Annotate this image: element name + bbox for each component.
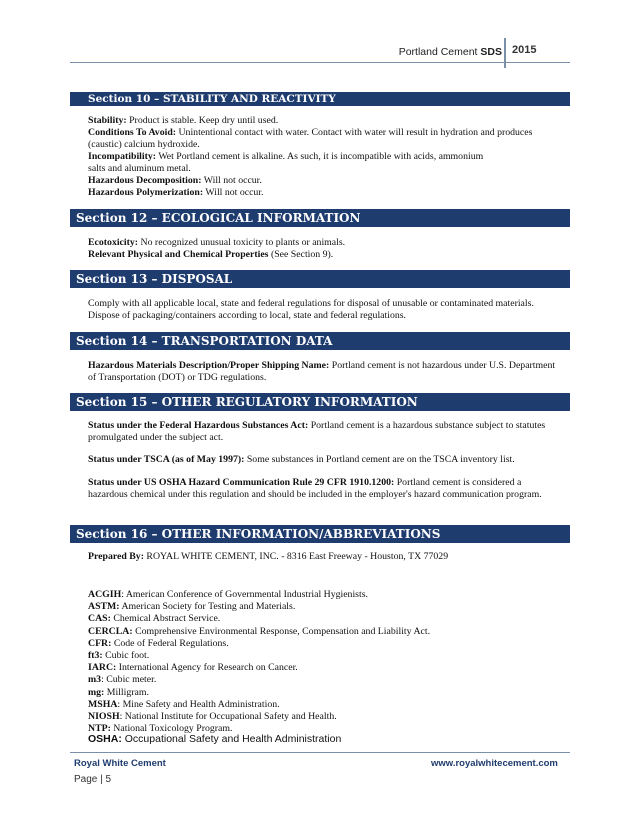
list-item: [88, 687, 558, 699]
abbreviation-desc: : Cubic meter.: [101, 674, 157, 686]
tsca-line: [88, 454, 558, 466]
section-14-heading: [70, 332, 570, 350]
tsca-label: Status under TSCA (as of May 1997):: [88, 454, 245, 465]
incompatibility-text: Wet Portland cement is alkaline. As such, it is incompatible with acids, ammonium: [156, 151, 484, 162]
list-item: [88, 674, 558, 686]
abbreviation-term: mg:: [88, 686, 105, 698]
disposal-text: Comply with all applicable local, state and federal regulations for disposal of unusable or contaminated materials. Dispose of packaging/containers according to local, state and federal regulations.: [88, 298, 534, 321]
abbreviation-term: m3: [88, 674, 102, 686]
polymerization-label: Hazardous Polymerization:: [88, 187, 204, 198]
abbreviation-term: ft3:: [88, 650, 103, 662]
abbreviation-term: IARC:: [88, 662, 117, 674]
relevant-properties-label: Relevant Physical and Chemical Properties: [88, 249, 269, 260]
list-item: [88, 662, 558, 674]
stability-line: [88, 115, 558, 127]
prepared-by-text: ROYAL WHITE CEMENT, INC. - 8316 East Freeway - Houston, TX 77029: [143, 551, 449, 562]
decomposition-text: Will not occur.: [201, 175, 262, 186]
abbreviation-term: NTP:: [88, 723, 111, 735]
prepared-by-line: [88, 551, 558, 563]
abbreviation-term: NIOSH: [88, 711, 120, 723]
osha-rule-text: Portland cement is considered a hazardous chemical under this regulation and should be included in the employer's hazard communication program.: [88, 477, 542, 500]
abbreviation-desc: American Society for Testing and Materials.: [119, 601, 296, 613]
list-item: [88, 589, 558, 601]
shipping-text: Portland cement is not hazardous under U.S. Department of Transportation (DOT) or TDG regulations.: [88, 360, 556, 383]
fhsa-text: Portland cement is a hazardous substance subject to statutes promulgated under the subject act.: [88, 420, 546, 443]
abbreviation-desc: Comprehensive Environmental Response, Compensation and Liability Act.: [132, 625, 431, 637]
tsca-text: Some substances in Portland cement are on the TSCA inventory list.: [244, 454, 515, 465]
section-13-title: Section 13 – DISPOSAL: [76, 272, 233, 286]
page-header: [0, 38, 638, 68]
document-title: [399, 46, 502, 58]
incompatibility-label: Incompatibility:: [88, 151, 157, 162]
document-year: 2015: [512, 44, 537, 56]
prepared-by-label: Prepared By:: [88, 551, 144, 562]
section-10-heading: [70, 92, 570, 106]
ecotoxicity-label: Ecotoxicity:: [88, 237, 139, 248]
section-10-body: [88, 115, 558, 199]
abbreviation-desc: : American Conference of Governmental Industrial Hygienists.: [121, 589, 368, 600]
section-15-body: [88, 420, 558, 501]
section-16-body: [88, 551, 558, 563]
list-item: [88, 650, 558, 662]
polymerization-line: [88, 187, 558, 199]
document-title-bold: SDS: [480, 46, 502, 58]
abbreviation-term: CFR:: [88, 637, 112, 649]
decomposition-label: Hazardous Decomposition:: [88, 175, 202, 186]
page-number: Page | 5: [74, 774, 112, 785]
section-12-body: [88, 237, 558, 261]
list-item: [88, 601, 558, 613]
abbreviation-term: MSHA: [88, 698, 118, 710]
abbreviation-list: [88, 589, 558, 735]
abbreviation-desc: International Agency for Research on Cancer.: [116, 662, 298, 674]
abbreviation-term: OSHA:: [88, 733, 122, 745]
section-12-heading: [70, 209, 570, 227]
list-item: [88, 699, 558, 711]
section-15-heading: [70, 393, 570, 411]
decomposition-line: [88, 175, 558, 187]
osha-rule-line: [88, 477, 558, 501]
section-14-body: [88, 360, 558, 384]
abbreviation-desc: Cubic foot.: [102, 650, 150, 662]
abbreviation-desc: Occupational Safety and Health Administration: [121, 733, 342, 745]
abbreviation-term: ASTM:: [88, 601, 120, 613]
ecotoxicity-text: No recognized unusual toxicity to plants or animals.: [138, 237, 346, 248]
footer-url: www.royalwhitecement.com: [431, 758, 558, 769]
conditions-line: [88, 127, 558, 151]
relevant-properties-text: (See Section 9).: [268, 249, 334, 260]
ecotoxicity-line: [88, 237, 558, 249]
fhsa-label: Status under the Federal Hazardous Substances Act:: [88, 420, 309, 431]
section-10-title: Section 10 – STABILITY AND REACTIVITY: [88, 93, 336, 105]
incompatibility-line-2: salts and aluminum metal.: [88, 163, 191, 174]
header-divider: [504, 38, 506, 68]
abbreviation-term: ACGIH: [88, 589, 122, 600]
list-item: [88, 733, 341, 745]
list-item: [88, 638, 558, 650]
list-item: [88, 711, 558, 723]
footer-company: Royal White Cement: [74, 758, 166, 769]
section-15-title: Section 15 – OTHER REGULATORY INFORMATION: [76, 395, 418, 409]
abbreviation-desc: Code of Federal Regulations.: [111, 637, 229, 649]
conditions-text: Unintentional contact with water. Contact with water will result in hydration and produces (caustic) calcium hydroxide.: [88, 127, 533, 150]
abbreviation-desc: Chemical Abstract Service.: [110, 613, 221, 625]
abbreviation-desc: : National Institute for Occupational Safety and Health.: [119, 711, 337, 723]
footer-rule: [70, 752, 570, 753]
abbreviation-term: CAS:: [88, 613, 111, 625]
conditions-label: Conditions To Avoid:: [88, 127, 177, 138]
shipping-label: Hazardous Materials Description/Proper Shipping Name:: [88, 360, 330, 371]
abbreviation-term: CERCLA:: [88, 625, 133, 637]
stability-label: Stability:: [88, 115, 127, 126]
document-title-text: Portland Cement: [398, 46, 478, 58]
relevant-properties-line: [88, 249, 558, 261]
list-item: [88, 613, 558, 625]
shipping-line: [88, 360, 558, 384]
osha-rule-label: Status under US OSHA Hazard Communication Rule 29 CFR 1910.1200:: [88, 477, 395, 488]
section-16-heading: [70, 525, 570, 543]
incompatibility-line: [88, 151, 558, 163]
section-16-title: Section 16 – OTHER INFORMATION/ABBREVIATIONS: [76, 527, 441, 541]
abbreviation-desc: Milligram.: [104, 686, 149, 698]
section-14-title: Section 14 – TRANSPORTATION DATA: [76, 334, 333, 348]
polymerization-text: Will not occur.: [203, 187, 264, 198]
stability-text: Product is stable. Keep dry until used.: [126, 115, 279, 126]
abbreviation-desc: National Toxicology Program.: [110, 723, 233, 735]
header-rule: [70, 62, 570, 63]
section-13-body: [88, 298, 558, 322]
section-12-title: Section 12 – ECOLOGICAL INFORMATION: [76, 211, 361, 225]
list-item: [88, 626, 558, 638]
abbreviation-desc: : Mine Safety and Health Administration.: [117, 698, 280, 710]
fhsa-line: [88, 420, 558, 444]
section-13-heading: [70, 270, 570, 288]
